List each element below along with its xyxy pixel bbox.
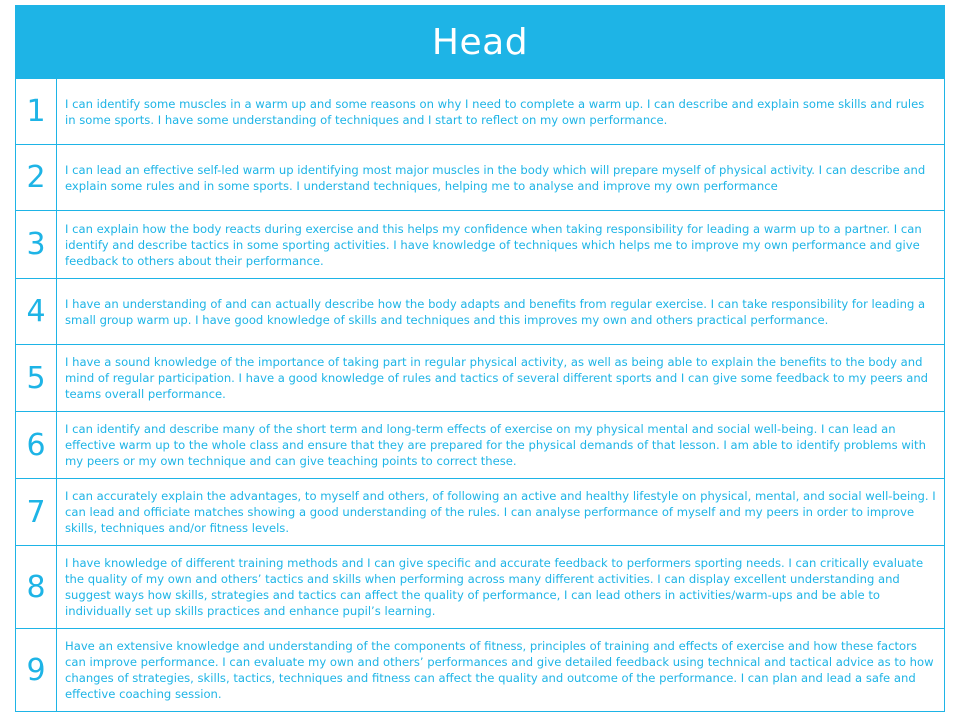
level-number: 4 — [16, 279, 57, 345]
assessment-table — [15, 5, 945, 712]
table-title: Head — [16, 6, 945, 79]
table-row — [16, 479, 945, 546]
table-row — [16, 211, 945, 279]
table-row — [16, 546, 945, 629]
level-description: I can explain how the body reacts during exercise and this helps my confidence when taking responsibility for leading a warm up to a partner. I can identify and describe tactics in some sporting activities. I have knowledge of techniques which helps me to improve my own performance and give feedback to others about their performance. — [57, 211, 945, 279]
level-number: 9 — [16, 629, 57, 712]
level-number: 1 — [16, 79, 57, 145]
level-number: 3 — [16, 211, 57, 279]
level-number: 2 — [16, 145, 57, 211]
table-row — [16, 345, 945, 412]
level-number: 6 — [16, 412, 57, 479]
level-number: 5 — [16, 345, 57, 412]
level-description: Have an extensive knowledge and understanding of the components of fitness, principles of training and effects of exercise and how these factors can improve performance. I can evaluate my own and others’ performances and give detailed feedback using technical and tactical advice as to how changes of strategies, skills, tactics, techniques and fitness can affect the quality and outcome of the performance. I can plan and lead a safe and effective coaching session. — [57, 629, 945, 712]
level-description: I have an understanding of and can actually describe how the body adapts and benefits from regular exercise. I can take responsibility for leading a small group warm up. I have good knowledge of skills and techniques and this improves my own and others practical performance. — [57, 279, 945, 345]
level-description: I have a sound knowledge of the importance of taking part in regular physical activity, as well as being able to explain the benefits to the body and mind of regular participation. I have a good knowledge of rules and tactics of several different sports and I can give some feedback to my peers and teams overall performance. — [57, 345, 945, 412]
level-description: I can identify and describe many of the short term and long-term effects of exercise on my physical mental and social well-being. I can lead an effective warm up to the whole class and ensure that they are prepared for the physical demands of that lesson. I am able to identify problems with my peers or my own technique and can give teaching points to correct these. — [57, 412, 945, 479]
level-description: I can identify some muscles in a warm up and some reasons on why I need to complete a warm up. I can describe and explain some skills and rules in some sports. I have some understanding of techniques and I start to reflect on my own performance. — [57, 79, 945, 145]
table-row — [16, 279, 945, 345]
table-row — [16, 145, 945, 211]
table-row — [16, 79, 945, 145]
table-row — [16, 412, 945, 479]
table-row — [16, 629, 945, 712]
header-row — [16, 6, 945, 79]
level-number: 8 — [16, 546, 57, 629]
level-description: I can lead an effective self-led warm up identifying most major muscles in the body which will prepare myself of physical activity. I can describe and explain some rules and in some sports. I understand techniques, helping me to analyse and improve my own performance — [57, 145, 945, 211]
level-number: 7 — [16, 479, 57, 546]
level-description: I can accurately explain the advantages, to myself and others, of following an active and healthy lifestyle on physical, mental, and social well-being. I can lead and officiate matches showing a good understanding of the rules. I can analyse performance of myself and my peers in order to improve skills, techniques and/or fitness levels. — [57, 479, 945, 546]
level-description: I have knowledge of different training methods and I can give specific and accurate feedback to performers sporting needs. I can critically evaluate the quality of my own and others’ tactics and skills when performing across many different activities. I can display excellent understanding and suggest ways how skills, strategies and tactics can affect the quality of performance, I can lead others in activities/warm-ups and be able to individually set up skills practices and enhance pupil’s learning. — [57, 546, 945, 629]
